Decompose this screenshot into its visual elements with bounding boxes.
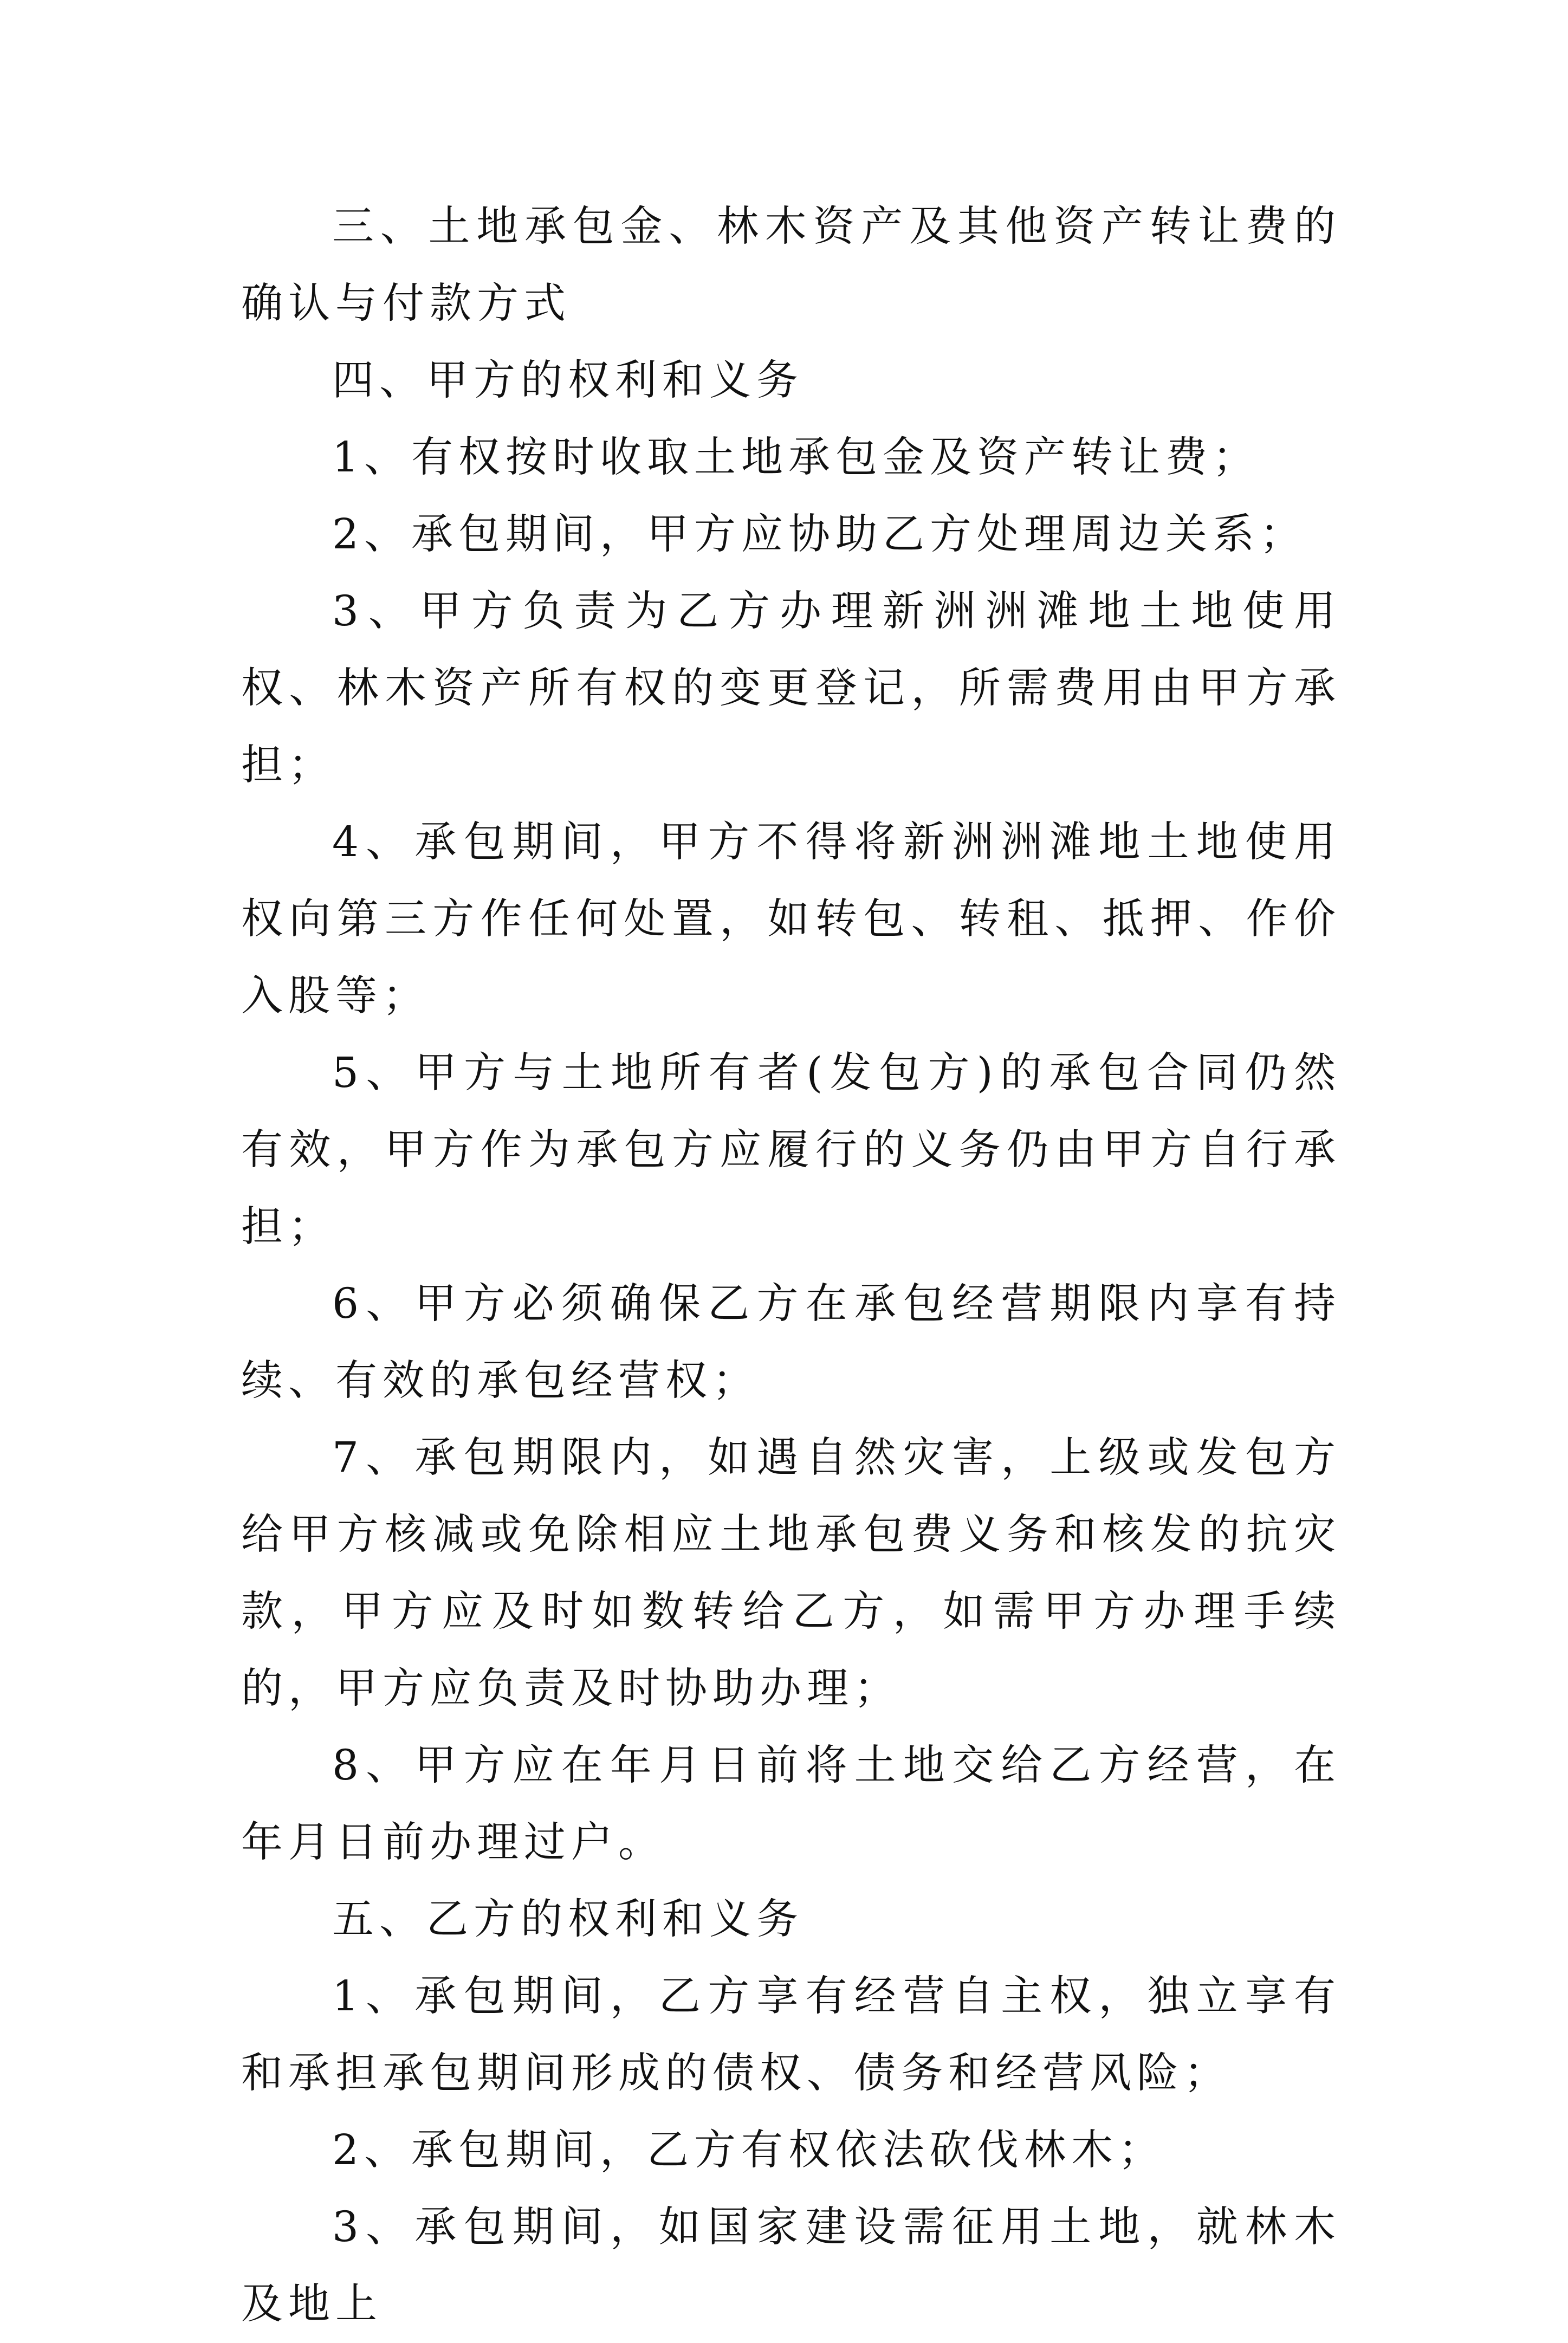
paragraph-party-a-item-4: 4、承包期间，甲方不得将新洲洲滩地土地使用权向第三方作任何处置，如转包、转租、抵押、作价入股等； [241, 818, 1341, 1020]
paragraph-party-a-item-7: 7、承包期限内，如遇自然灾害，上级或发包方给甲方核减或免除相应土地承包费义务和核发的抗灾款，甲方应及时如数转给乙方，如需甲方办理手续的，甲方应负责及时协助办理； [241, 1434, 1341, 1713]
paragraph-party-b-item-1: 1、承包期间，乙方享有经营自主权，独立享有和承担承包期间形成的债权、债务和经营风险； [241, 1972, 1341, 2098]
paragraph-section-4-heading: 四、甲方的权利和义务 [332, 357, 804, 405]
paragraph-party-a-item-5: 5、甲方与土地所有者(发包方)的承包合同仍然有效，甲方作为承包方应履行的义务仍由甲方自行承担； [241, 1049, 1341, 1251]
paragraph-party-a-item-1: 1、有权按时收取土地承包金及资产转让费； [332, 433, 1260, 482]
paragraph-party-a-item-6: 6、甲方必须确保乙方在承包经营期限内享有持续、有效的承包经营权； [241, 1280, 1341, 1405]
paragraph-section-5-heading: 五、乙方的权利和义务 [332, 1895, 804, 1944]
paragraph-party-a-item-3: 3、甲方负责为乙方办理新洲洲滩地土地使用权、林木资产所有权的变更登记，所需费用由甲方承担； [241, 587, 1341, 789]
paragraph-party-b-item-2: 2、承包期间，乙方有权依法砍伐林木； [332, 2126, 1165, 2174]
paragraph-party-b-item-3: 3、承包期间，如国家建设需征用土地，就林木及地上 [241, 2203, 1341, 2328]
document-body [241, 189, 1341, 2343]
paragraph-party-a-item-2: 2、承包期间，甲方应协助乙方处理周边关系； [332, 510, 1307, 559]
paragraph-section-3-heading: 三、土地承包金、林木资产及其他资产转让费的确认与付款方式 [241, 203, 1341, 328]
paragraph-party-a-item-8: 8、甲方应在年月日前将土地交给乙方经营，在年月日前办理过户。 [241, 1742, 1341, 1867]
